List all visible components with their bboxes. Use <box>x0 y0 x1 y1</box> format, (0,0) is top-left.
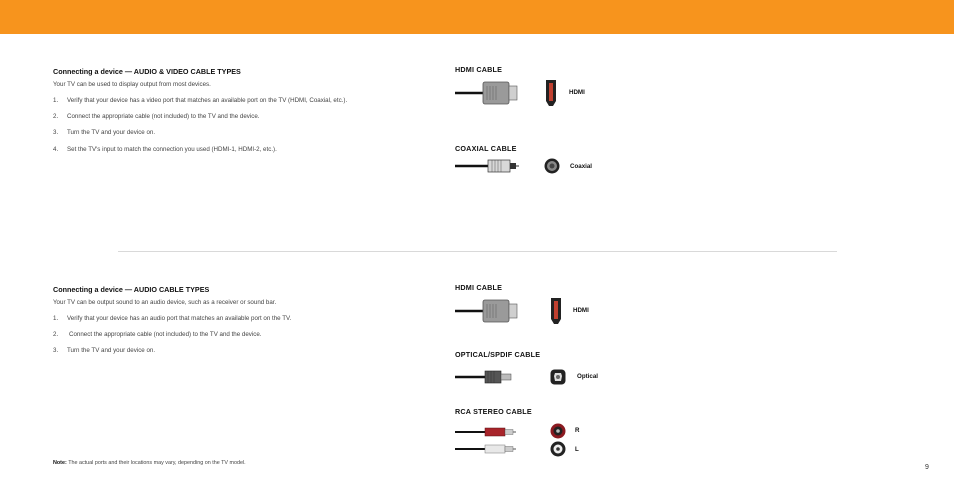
step-number: 2. <box>53 331 59 338</box>
step-number: 1. <box>53 97 59 104</box>
step-number: 2. <box>53 113 59 120</box>
section-divider <box>118 251 837 252</box>
step-text: Turn the TV and your device on. <box>67 347 156 354</box>
hdmi-cable-label: HDMI CABLE <box>455 65 503 74</box>
step-text: Turn the TV and your device on. <box>67 129 156 136</box>
optical-cable-icon <box>455 369 525 385</box>
step-text: Connect the appropriate cable (not included) to the TV and the device. <box>69 331 262 338</box>
step-text: Verify that your device has an audio port that matches an available port on the TV. <box>67 315 292 322</box>
coaxial-cable-label: COAXIAL CABLE <box>455 144 517 153</box>
optical-cable-label: OPTICAL/SPDIF CABLE <box>455 350 541 359</box>
step-number: 3. <box>53 347 59 354</box>
hdmi-cable-label: HDMI CABLE <box>455 283 503 292</box>
section-intro-av: Your TV can be used to display output from most devices. <box>53 81 211 88</box>
section-title-audio: Connecting a device — AUDIO CABLE TYPES <box>53 285 210 294</box>
footnote <box>53 460 246 466</box>
step-text: Set the TV's input to match the connection you used (HDMI-1, HDMI-2, etc.). <box>67 146 277 153</box>
hdmi-port-icon <box>550 297 562 325</box>
section-title-av: Connecting a device — AUDIO & VIDEO CABLE TYPES <box>53 67 241 76</box>
rca-cable-label: RCA STEREO CABLE <box>455 407 532 416</box>
step-number: 1. <box>53 315 59 322</box>
rca-cable-icon <box>455 424 525 456</box>
hdmi-port-icon <box>545 79 557 107</box>
optical-port-label: Optical <box>577 373 598 380</box>
hdmi-port-label: HDMI <box>569 89 585 96</box>
coaxial-cable-icon <box>455 158 525 174</box>
step-text: Verify that your device has a video port that matches an available port on the TV (HDMI, Coaxial, etc.). <box>67 97 348 104</box>
header-bar <box>0 0 954 34</box>
rca-right-port-icon <box>550 423 566 439</box>
rca-left-port-icon <box>550 441 566 457</box>
step-number: 3. <box>53 129 59 136</box>
section-intro-audio: Your TV can be output sound to an audio device, such as a receiver or sound bar. <box>53 299 277 306</box>
step-text: Connect the appropriate cable (not included) to the TV and the device. <box>67 113 260 120</box>
footnote-label: Note: <box>53 460 67 466</box>
coaxial-port-label: Coaxial <box>570 163 593 170</box>
footnote-text: The actual ports and their locations may vary, depending on the TV model. <box>68 460 246 466</box>
hdmi-cable-icon <box>455 78 525 108</box>
page-number: 9 <box>925 464 929 471</box>
rca-left-label: L <box>575 446 579 453</box>
step-number: 4. <box>53 146 59 153</box>
hdmi-port-label: HDMI <box>573 307 589 314</box>
rca-right-label: R <box>575 427 580 434</box>
coaxial-port-icon <box>544 158 560 174</box>
optical-port-icon <box>550 369 566 385</box>
hdmi-cable-icon <box>455 296 525 326</box>
